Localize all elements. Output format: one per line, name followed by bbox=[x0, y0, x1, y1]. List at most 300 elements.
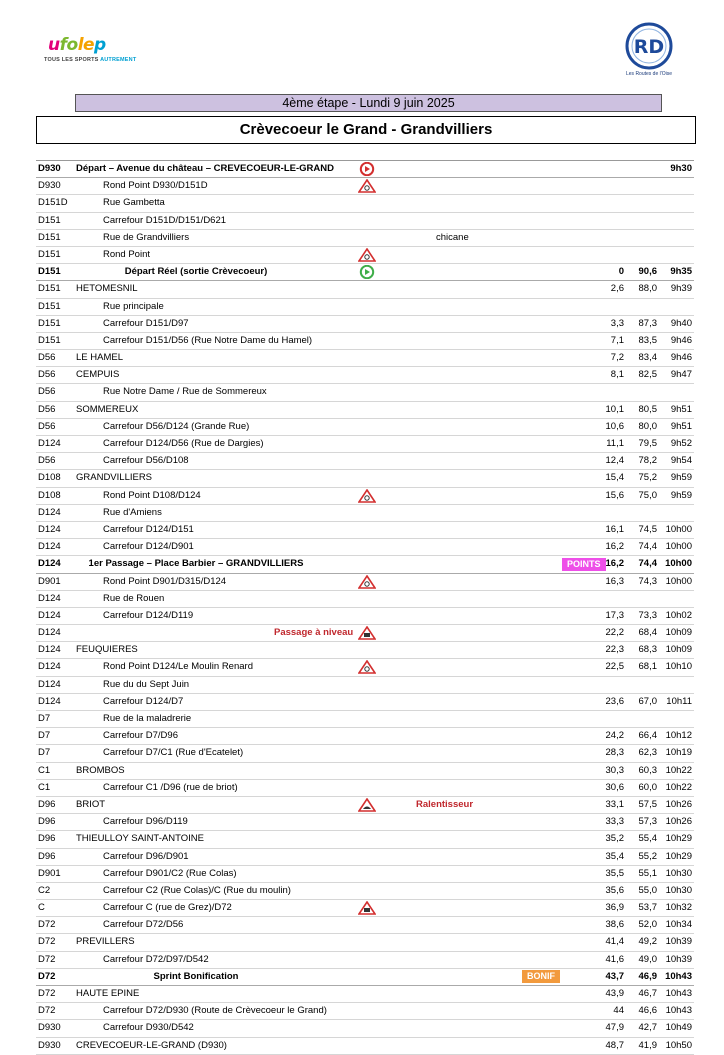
place-cell: Carrefour D151/D56 (Rue Notre Dame du Hamel) bbox=[103, 334, 313, 346]
time-cell: 10h22 bbox=[665, 764, 692, 776]
km-remaining-cell: 68,4 bbox=[638, 627, 657, 639]
km-covered-cell: 24,2 bbox=[605, 730, 624, 742]
km-covered-cell: 38,6 bbox=[605, 919, 624, 931]
ufolep-wordmark: ufolep bbox=[48, 35, 106, 55]
rd-wheel-icon bbox=[623, 22, 675, 70]
km-covered-cell: 28,3 bbox=[605, 747, 624, 759]
ufolep-tagline: TOUS LES SPORTS AUTREMENT bbox=[44, 57, 137, 63]
place-cell: HAUTE EPINE bbox=[76, 988, 140, 999]
place-cell: Carrefour C2 (Rue Colas)/C (Rue du moulin) bbox=[103, 884, 291, 896]
road-cell: D124 bbox=[38, 523, 61, 535]
place-cell: Carrefour D56/D108 bbox=[103, 455, 189, 467]
time-cell: 10h10 bbox=[665, 661, 692, 673]
place-cell: Carrefour C1 /D96 (rue de briot) bbox=[103, 781, 238, 793]
table-row bbox=[36, 934, 694, 951]
table-row bbox=[36, 659, 694, 676]
km-covered-cell: 12,4 bbox=[605, 455, 624, 467]
km-covered-cell: 15,6 bbox=[605, 489, 624, 501]
km-remaining-cell: 46,6 bbox=[638, 1005, 657, 1017]
km-covered-cell: 7,2 bbox=[610, 352, 624, 364]
table-row bbox=[36, 367, 694, 384]
table-row bbox=[36, 333, 694, 350]
road-cell: D96 bbox=[38, 816, 56, 828]
time-cell: 9h59 bbox=[670, 489, 692, 501]
time-cell: 9h51 bbox=[670, 420, 692, 432]
km-covered-cell: 22,3 bbox=[605, 644, 624, 656]
table-row bbox=[36, 814, 694, 831]
rd-caption: Les Routes de l'Oise bbox=[626, 71, 672, 77]
road-cell: D124 bbox=[38, 506, 61, 518]
km-covered-cell: 43,7 bbox=[605, 970, 624, 982]
table-row bbox=[36, 608, 694, 625]
table-row bbox=[36, 694, 694, 711]
km-covered-cell: 41,6 bbox=[605, 953, 624, 965]
place-cell: SOMMEREUX bbox=[76, 403, 139, 415]
km-remaining-cell: 68,1 bbox=[638, 661, 657, 673]
km-remaining-cell: 52,0 bbox=[638, 919, 657, 931]
km-remaining-cell: 80,5 bbox=[638, 403, 657, 415]
road-cell: D72 bbox=[38, 988, 56, 999]
time-cell: 10h09 bbox=[665, 627, 692, 639]
time-cell: 10h19 bbox=[665, 747, 692, 759]
km-remaining-cell: 68,3 bbox=[638, 644, 657, 656]
km-remaining-cell: 74,5 bbox=[638, 523, 657, 535]
km-remaining-cell: 80,0 bbox=[638, 420, 657, 432]
km-covered-cell: 10,1 bbox=[605, 403, 624, 415]
table-row bbox=[36, 316, 694, 333]
roundabout-warning-icon bbox=[358, 248, 376, 262]
road-cell: D108 bbox=[38, 472, 61, 484]
km-remaining-cell: 79,5 bbox=[638, 438, 657, 449]
km-covered-cell: 15,4 bbox=[605, 472, 624, 484]
time-cell: 10h29 bbox=[665, 850, 692, 862]
svg-text:RD: RD bbox=[633, 36, 665, 58]
time-cell: 9h47 bbox=[670, 369, 692, 381]
real-start-icon bbox=[358, 265, 376, 279]
place-cell: Départ Réel (sortie Crèvecoeur) bbox=[124, 266, 268, 278]
time-cell: 10h22 bbox=[665, 781, 692, 793]
table-row bbox=[36, 264, 694, 281]
place-cell: Rue d'Amiens bbox=[103, 506, 162, 518]
road-cell: D72 bbox=[38, 1005, 56, 1017]
place-cell: Rond Point bbox=[103, 248, 151, 260]
level-crossing-warning-icon bbox=[358, 626, 376, 640]
time-cell: 10h09 bbox=[665, 644, 692, 656]
road-cell: D901 bbox=[38, 867, 61, 879]
stage-title: 4ème étape - Lundi 9 juin 2025 bbox=[75, 94, 662, 112]
table-row bbox=[36, 574, 694, 591]
road-cell: D151 bbox=[38, 283, 61, 295]
road-cell: C2 bbox=[38, 884, 51, 896]
km-covered-cell: 17,3 bbox=[605, 609, 624, 621]
road-cell: D124 bbox=[38, 678, 61, 690]
km-covered-cell: 33,3 bbox=[605, 816, 624, 828]
place-cell: CREVECOEUR-LE-GRAND (D930) bbox=[76, 1039, 227, 1051]
table-row bbox=[36, 419, 694, 436]
table-row bbox=[36, 642, 694, 659]
table-row bbox=[36, 350, 694, 367]
road-cell: D151 bbox=[38, 248, 61, 260]
km-covered-cell: 16,2 bbox=[605, 558, 624, 570]
place-cell: Rond Point D108/D124 bbox=[103, 489, 201, 501]
km-remaining-cell: 62,3 bbox=[638, 747, 657, 759]
km-remaining-cell: 42,7 bbox=[638, 1022, 657, 1034]
table-row bbox=[36, 522, 694, 539]
road-cell: D72 bbox=[38, 970, 56, 982]
place-cell: Carrefour D72/D97/D542 bbox=[103, 953, 209, 965]
km-remaining-cell: 75,0 bbox=[638, 489, 657, 501]
km-covered-cell: 47,9 bbox=[605, 1022, 624, 1034]
table-row bbox=[36, 625, 694, 642]
ufolep-logo bbox=[44, 36, 154, 76]
km-remaining-cell: 60,0 bbox=[638, 781, 657, 793]
time-cell: 10h02 bbox=[665, 609, 692, 621]
time-cell: 10h00 bbox=[665, 523, 692, 535]
time-cell: 9h46 bbox=[670, 352, 692, 364]
road-cell: D151 bbox=[38, 231, 61, 243]
place-cell: Carrefour D72/D56 bbox=[103, 919, 184, 931]
table-row bbox=[36, 488, 694, 505]
place-cell: Départ – Avenue du château – CREVECOEUR-LE-GRAND bbox=[76, 163, 334, 174]
table-row bbox=[36, 556, 694, 573]
road-cell: D151 bbox=[38, 214, 61, 226]
km-covered-cell: 7,1 bbox=[610, 334, 624, 346]
place-cell: Rue de la maladrerie bbox=[103, 713, 192, 724]
table-row bbox=[36, 213, 694, 230]
table-row bbox=[36, 299, 694, 316]
road-cell: D7 bbox=[38, 713, 51, 724]
time-cell: 9h39 bbox=[670, 283, 692, 295]
time-cell: 10h12 bbox=[665, 730, 692, 742]
place-cell: Carrefour D96/D901 bbox=[103, 850, 189, 862]
km-covered-cell: 8,1 bbox=[610, 369, 624, 381]
table-row bbox=[36, 797, 694, 814]
table-row bbox=[36, 1020, 694, 1037]
road-cell: D124 bbox=[38, 627, 61, 639]
table-row bbox=[36, 470, 694, 487]
place-cell: Carrefour D96/D119 bbox=[103, 816, 188, 828]
time-cell: 10h32 bbox=[665, 902, 692, 914]
table-row bbox=[36, 195, 694, 212]
km-covered-cell: 11,1 bbox=[606, 438, 624, 449]
road-cell: D124 bbox=[38, 541, 61, 553]
place-cell: Rue du du Sept Juin bbox=[103, 678, 190, 690]
roundabout-warning-icon bbox=[358, 489, 376, 503]
table-row bbox=[36, 900, 694, 917]
km-remaining-cell: 55,0 bbox=[638, 884, 657, 896]
time-cell: 10h50 bbox=[665, 1039, 692, 1051]
table-row bbox=[36, 1003, 694, 1020]
level-crossing-warning-icon bbox=[358, 901, 376, 915]
time-cell: 10h26 bbox=[665, 816, 692, 828]
km-remaining-cell: 73,3 bbox=[638, 609, 657, 621]
time-cell: 9h30 bbox=[670, 163, 692, 174]
km-covered-cell: 22,5 bbox=[605, 661, 624, 673]
km-remaining-cell: 90,6 bbox=[638, 266, 657, 278]
road-cell: D151 bbox=[38, 266, 61, 278]
road-cell: C1 bbox=[38, 781, 51, 793]
place-cell: Carrefour D124/D901 bbox=[103, 541, 194, 553]
table-row bbox=[36, 453, 694, 470]
km-remaining-cell: 46,7 bbox=[638, 988, 657, 999]
road-cell: D72 bbox=[38, 953, 56, 965]
road-cell: D151 bbox=[38, 300, 61, 312]
road-cell: D151D bbox=[38, 197, 68, 209]
km-remaining-cell: 74,3 bbox=[638, 575, 657, 587]
place-cell: Carrefour D72/D930 (Route de Crèvecoeur le Grand) bbox=[103, 1005, 327, 1017]
place-cell: THIEULLOY SAINT-ANTOINE bbox=[76, 833, 204, 845]
time-cell: 10h34 bbox=[665, 919, 692, 931]
place-cell: Carrefour D7/D96 bbox=[103, 730, 178, 742]
road-cell: D96 bbox=[38, 850, 56, 862]
road-cell: D124 bbox=[38, 592, 61, 604]
classification-badge: BONIF bbox=[522, 970, 560, 983]
table-row bbox=[36, 780, 694, 797]
place-cell: Sprint Bonification bbox=[153, 970, 239, 982]
place-cell: Rue de Rouen bbox=[103, 592, 165, 604]
table-row bbox=[36, 969, 694, 986]
road-cell: D56 bbox=[38, 386, 56, 398]
time-cell: 9h51 bbox=[670, 403, 692, 415]
place-cell: LE HAMEL bbox=[76, 352, 123, 364]
table-row bbox=[36, 436, 694, 453]
time-cell: 10h00 bbox=[665, 558, 692, 570]
time-cell: 10h29 bbox=[665, 833, 692, 845]
roundabout-warning-icon bbox=[358, 179, 376, 193]
classification-badge: POINTS bbox=[562, 558, 606, 571]
km-remaining-cell: 74,4 bbox=[638, 541, 657, 553]
km-remaining-cell: 74,4 bbox=[638, 558, 657, 570]
place-cell: Rue Gambetta bbox=[103, 197, 165, 209]
km-covered-cell: 16,2 bbox=[605, 541, 624, 553]
place-cell: FEUQUIERES bbox=[76, 644, 138, 656]
table-row bbox=[36, 986, 694, 1003]
km-remaining-cell: 75,2 bbox=[638, 472, 657, 484]
km-remaining-cell: 49,2 bbox=[638, 936, 657, 948]
table-row bbox=[36, 883, 694, 900]
road-cell: D151 bbox=[38, 317, 61, 329]
km-remaining-cell: 57,5 bbox=[638, 798, 657, 810]
km-covered-cell: 44 bbox=[613, 1005, 624, 1017]
road-cell: D930 bbox=[38, 1039, 61, 1051]
km-covered-cell: 22,2 bbox=[605, 627, 624, 639]
table-row bbox=[36, 1038, 694, 1055]
km-remaining-cell: 83,4 bbox=[638, 352, 657, 364]
time-cell: 9h46 bbox=[670, 334, 692, 346]
time-cell: 10h43 bbox=[665, 970, 692, 982]
place-cell: Rond Point D124/Le Moulin Renard bbox=[103, 661, 253, 673]
speed-bump-warning-icon bbox=[358, 798, 376, 812]
km-covered-cell: 33,1 bbox=[605, 798, 624, 810]
km-remaining-cell: 82,5 bbox=[638, 369, 657, 381]
place-cell: Rond Point D901/D315/D124 bbox=[103, 575, 227, 587]
km-covered-cell: 16,3 bbox=[605, 575, 624, 587]
place-cell: 1er Passage – Place Barbier – GRANDVILLIERS bbox=[88, 558, 304, 570]
time-cell: 10h11 bbox=[666, 695, 692, 707]
road-cell: D96 bbox=[38, 798, 56, 810]
km-remaining-cell: 55,1 bbox=[638, 867, 657, 879]
table-row bbox=[36, 505, 694, 522]
road-cell: D56 bbox=[38, 420, 56, 432]
table-row bbox=[36, 402, 694, 419]
km-covered-cell: 36,9 bbox=[605, 902, 624, 914]
time-cell: 9h35 bbox=[670, 266, 692, 278]
table-row bbox=[36, 866, 694, 883]
road-cell: D56 bbox=[38, 352, 56, 364]
time-cell: 10h43 bbox=[665, 988, 692, 999]
table-row bbox=[36, 384, 694, 401]
km-covered-cell: 2,6 bbox=[610, 283, 624, 295]
road-cell: D901 bbox=[38, 575, 61, 587]
time-cell: 10h30 bbox=[665, 884, 692, 896]
table-row bbox=[36, 591, 694, 608]
table-row bbox=[36, 281, 694, 298]
place-cell: Carrefour D901/C2 (Rue Colas) bbox=[103, 867, 237, 879]
road-cell: D96 bbox=[38, 833, 56, 845]
place-cell: Carrefour D124/D7 bbox=[103, 695, 184, 707]
km-remaining-cell: 41,9 bbox=[638, 1039, 657, 1051]
km-covered-cell: 35,5 bbox=[605, 867, 624, 879]
time-cell: 10h00 bbox=[665, 541, 692, 553]
road-cell: D930 bbox=[38, 163, 61, 174]
km-covered-cell: 41,4 bbox=[605, 936, 624, 948]
km-remaining-cell: 60,3 bbox=[638, 764, 657, 776]
roundabout-warning-icon bbox=[358, 575, 376, 589]
table-row bbox=[36, 728, 694, 745]
km-covered-cell: 35,4 bbox=[605, 850, 624, 862]
km-covered-cell: 3,3 bbox=[610, 317, 624, 329]
time-cell: 10h30 bbox=[665, 867, 692, 879]
km-remaining-cell: 55,4 bbox=[638, 833, 657, 845]
road-cell: D124 bbox=[38, 661, 61, 673]
km-covered-cell: 35,6 bbox=[605, 884, 624, 896]
km-covered-cell: 30,6 bbox=[605, 781, 624, 793]
official-start-icon bbox=[358, 162, 376, 176]
km-remaining-cell: 57,3 bbox=[638, 816, 657, 828]
km-remaining-cell: 83,5 bbox=[638, 334, 657, 346]
km-covered-cell: 0 bbox=[618, 266, 624, 278]
place-cell: BRIOT bbox=[76, 798, 106, 810]
road-cell: D930 bbox=[38, 1022, 61, 1034]
road-cell: D124 bbox=[38, 695, 61, 707]
table-row bbox=[36, 952, 694, 969]
place-cell: CEMPUIS bbox=[76, 369, 120, 381]
road-cell: D930 bbox=[38, 180, 61, 192]
place-cell: Carrefour D124/D119 bbox=[103, 609, 194, 621]
road-cell: D56 bbox=[38, 403, 56, 415]
place-cell: Carrefour C (rue de Grez)/D72 bbox=[103, 902, 232, 914]
note-cell: Ralentisseur bbox=[416, 798, 474, 810]
table-row bbox=[36, 917, 694, 934]
road-cell: D7 bbox=[38, 730, 51, 742]
time-cell: 10h39 bbox=[665, 953, 692, 965]
table-row bbox=[36, 831, 694, 848]
place-cell: GRANDVILLIERS bbox=[76, 472, 153, 484]
place-cell: HETOMESNIL bbox=[76, 283, 138, 295]
road-cell: D72 bbox=[38, 936, 56, 948]
place-cell: PREVILLERS bbox=[76, 936, 135, 948]
place-cell: Rond Point D930/D151D bbox=[103, 180, 208, 192]
time-cell: 9h52 bbox=[670, 438, 692, 449]
km-remaining-cell: 46,9 bbox=[638, 970, 657, 982]
km-remaining-cell: 53,7 bbox=[638, 902, 657, 914]
road-cell: D56 bbox=[38, 455, 56, 467]
note-cell: Passage à niveau bbox=[274, 627, 354, 639]
place-cell: Rue principale bbox=[103, 300, 164, 312]
km-remaining-cell: 66,4 bbox=[638, 730, 657, 742]
roundabout-warning-icon bbox=[358, 660, 376, 674]
road-cell: D124 bbox=[38, 609, 61, 621]
place-cell: Carrefour D56/D124 (Grande Rue) bbox=[103, 420, 250, 432]
road-cell: D7 bbox=[38, 747, 51, 759]
time-cell: 10h26 bbox=[665, 798, 692, 810]
place-cell: Carrefour D7/C1 (Rue d'Ecatelet) bbox=[103, 747, 244, 759]
table-row bbox=[36, 763, 694, 780]
place-cell: Carrefour D930/D542 bbox=[103, 1022, 194, 1034]
table-row bbox=[36, 247, 694, 264]
table-row bbox=[36, 745, 694, 762]
km-remaining-cell: 55,2 bbox=[638, 850, 657, 862]
km-remaining-cell: 49,0 bbox=[638, 953, 657, 965]
time-cell: 9h59 bbox=[670, 472, 692, 484]
time-cell: 10h39 bbox=[665, 936, 692, 948]
table-row bbox=[36, 849, 694, 866]
road-cell: D151 bbox=[38, 334, 61, 346]
road-cell: D124 bbox=[38, 558, 61, 570]
km-remaining-cell: 67,0 bbox=[638, 695, 657, 707]
place-cell: BROMBOS bbox=[76, 764, 125, 776]
time-cell: 10h43 bbox=[665, 1005, 692, 1017]
place-cell: Carrefour D124/D151 bbox=[103, 523, 194, 535]
table-row bbox=[36, 711, 694, 728]
time-cell: 9h40 bbox=[670, 317, 692, 329]
place-cell: Rue de Grandvilliers bbox=[103, 231, 190, 243]
time-cell: 10h49 bbox=[665, 1022, 692, 1034]
table-row bbox=[36, 539, 694, 556]
km-covered-cell: 23,6 bbox=[605, 695, 624, 707]
note-cell: chicane bbox=[436, 231, 469, 243]
place-cell: Carrefour D124/D56 (Rue de Dargies) bbox=[103, 438, 264, 449]
table-row bbox=[36, 160, 694, 178]
km-remaining-cell: 87,3 bbox=[638, 317, 657, 329]
road-cell: D108 bbox=[38, 489, 61, 501]
table-row bbox=[36, 178, 694, 195]
km-remaining-cell: 88,0 bbox=[638, 283, 657, 295]
road-cell: D56 bbox=[38, 369, 56, 381]
km-covered-cell: 35,2 bbox=[605, 833, 624, 845]
roadbook-table bbox=[36, 160, 694, 1055]
km-covered-cell: 48,7 bbox=[605, 1039, 624, 1051]
road-cell: C bbox=[38, 902, 45, 914]
place-cell: Rue Notre Dame / Rue de Sommereux bbox=[103, 386, 267, 398]
place-cell: Carrefour D151/D97 bbox=[103, 317, 189, 329]
table-row bbox=[36, 230, 694, 247]
road-cell: D72 bbox=[38, 919, 56, 931]
km-remaining-cell: 78,2 bbox=[638, 455, 657, 467]
time-cell: 9h54 bbox=[670, 455, 692, 467]
route-title: Crèvecoeur le Grand - Grandvilliers bbox=[36, 116, 696, 144]
time-cell: 10h00 bbox=[665, 575, 692, 587]
km-covered-cell: 30,3 bbox=[605, 764, 624, 776]
km-covered-cell: 43,9 bbox=[605, 988, 624, 999]
routes-de-l-oise-logo bbox=[618, 22, 680, 82]
km-covered-cell: 16,1 bbox=[605, 523, 624, 535]
place-cell: Carrefour D151D/D151/D621 bbox=[103, 214, 227, 226]
road-cell: D124 bbox=[38, 644, 61, 656]
table-row bbox=[36, 677, 694, 694]
road-cell: D124 bbox=[38, 438, 61, 449]
road-cell: C1 bbox=[38, 764, 51, 776]
